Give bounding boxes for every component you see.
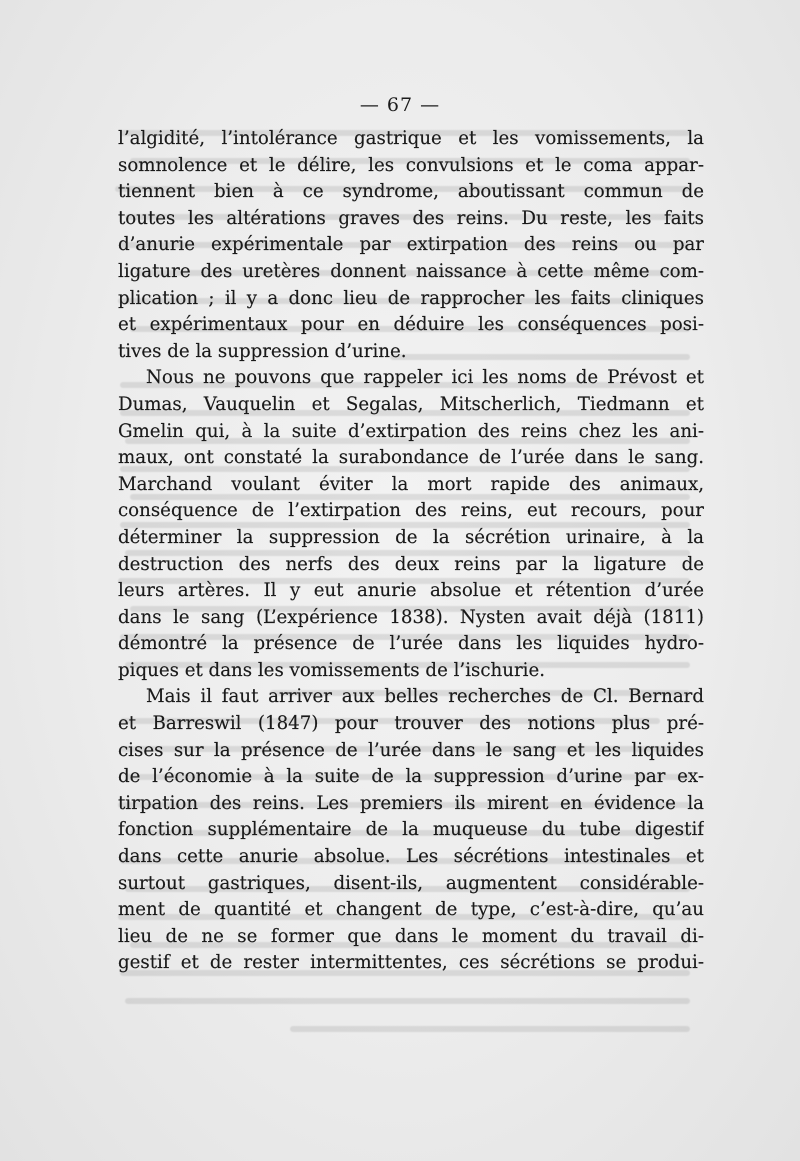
text-line: cises sur la présence de l’urée dans le sang et les liquides xyxy=(118,739,704,761)
text-line: destruction des nerfs des deux reins par la ligature de xyxy=(118,553,704,575)
text-line: Nous ne pouvons que rappeler ici les noms de Prévost et xyxy=(146,367,704,389)
text-line: fonction supplémentaire de la muqueuse du tube digestif xyxy=(118,819,704,841)
text-line: dans le sang (L’expérience 1838). Nysten avait déjà (1811) xyxy=(118,606,704,628)
text-line: conséquence de l’extirpation des reins, eut recours, pour xyxy=(118,500,704,522)
body-text xyxy=(118,126,704,977)
text-line: Marchand voulant éviter la mort rapide des animaux, xyxy=(118,473,704,495)
text-line: et expérimentaux pour en déduire les conséquences posi- xyxy=(118,314,704,336)
text-line: tirpation des reins. Les premiers ils mirent en évidence la xyxy=(118,792,704,814)
text-line: ment de quantité et changent de type, c’est-à-dire, qu’au xyxy=(118,899,704,921)
text-line: Dumas, Vauquelin et Segalas, Mitscherlich, Tiedmann et xyxy=(118,393,704,415)
text-line: piques et dans les vomissements de l’ischurie. xyxy=(118,659,546,681)
page-number: — 67 — xyxy=(359,94,441,116)
text-line: ligature des uretères donnent naissance à cette même com- xyxy=(118,260,704,282)
text-line: lieu de ne se former que dans le moment du travail di- xyxy=(118,925,704,947)
text-line: gestif et de rester intermittentes, ces sécrétions se produi- xyxy=(118,952,704,974)
text-line: somnolence et le délire, les convulsions et le coma appar- xyxy=(118,154,704,176)
text-line: l’algidité, l’intolérance gastrique et les vomissements, la xyxy=(118,128,704,149)
text-line: Mais il faut arriver aux belles recherches de Cl. Bernard xyxy=(146,686,704,708)
text-line: toutes les altérations graves des reins. Du reste, les faits xyxy=(118,207,704,229)
text-line: dans cette anurie absolue. Les sécrétions intestinales et xyxy=(118,846,704,868)
text-line: Gmelin qui, à la suite d’extirpation des reins chez les ani- xyxy=(118,420,704,442)
text-line: leurs artères. Il y eut anurie absolue et rétention d’urée xyxy=(118,580,704,602)
text-line: d’anurie expérimentale par extirpation des reins ou par xyxy=(118,234,704,256)
text-line: de l’économie à la suite de la suppression d’urine par ex- xyxy=(118,766,704,788)
text-line: tiennent bien à ce syndrome, aboutissant commun de xyxy=(118,181,704,203)
text-line: déterminer la suppression de la sécrétion urinaire, à la xyxy=(118,526,704,548)
text-line: et Barreswil (1847) pour trouver des notions plus pré- xyxy=(118,713,704,735)
text-line: surtout gastriques, disent-ils, augmentent considérable- xyxy=(118,872,704,894)
text-line: tives de la suppression d’urine. xyxy=(118,340,407,362)
text-line: démontré la présence de l’urée dans les liquides hydro- xyxy=(118,633,704,655)
text-line: plication ; il y a donc lieu de rapprocher les faits cliniques xyxy=(118,287,704,309)
text-line: maux, ont constaté la surabondance de l’urée dans le sang. xyxy=(118,447,704,469)
